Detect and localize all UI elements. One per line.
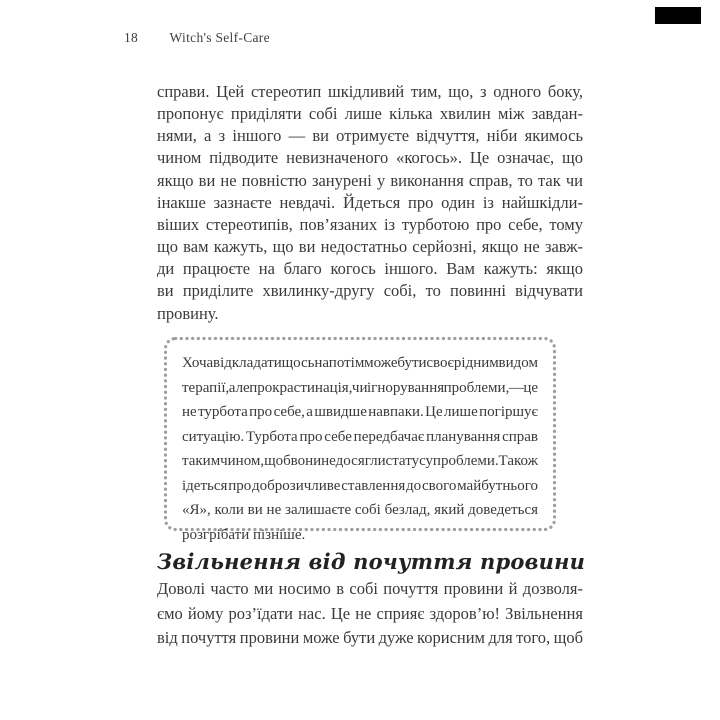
text-line: пропонує приділяти собі лише кілька хвилин між завдан- (157, 104, 583, 124)
body-paragraph-2 (157, 577, 583, 651)
box-paragraph (182, 351, 538, 547)
page-number: 18 (124, 30, 139, 45)
text-line: розгрібати пізніше. (182, 526, 306, 543)
text-line: ди працюєте на благо когось іншого. Вам кажуть: якщо (157, 259, 583, 279)
body-paragraph-1 (157, 81, 583, 325)
text-line: Доволі часто ми носимо в собі почуття провини й дозволя- (157, 579, 583, 598)
section-heading: Звільнення від почуття провини (157, 549, 586, 574)
text-line: таким чином, щоб вони не досягли статусу проблеми. Також (182, 453, 538, 470)
running-title: Witch's Self-Care (169, 30, 270, 45)
text-line: не турбота про себе, а швидше навпаки. Це лише погіршує (182, 404, 538, 421)
running-header (124, 30, 270, 46)
ornate-box (163, 336, 557, 543)
text-line: нями, а з іншого — ви отримуєте відчуття, ніби якимось (157, 126, 583, 146)
text-line: ситуацію. Турбота про себе передбачає планування справ (182, 428, 538, 445)
text-line: ви приділите хвилинку-другу собі, то повинні відчувати (157, 281, 583, 301)
text-line: якщо ви не повністю занурені у виконання справ, то так чи (157, 170, 583, 190)
text-line: чином підводите невизначеного «когось». Це означає, що (157, 148, 583, 168)
text-line: інакше зазнаєте невдачі. Йдеться про один із найшкідли- (157, 192, 583, 212)
text-line: терапії, але прокрастинація, чи ігнорування проблеми, — це (182, 379, 538, 396)
text-line: Хоча відкладати щось на потім може бути своєрідним видом (182, 355, 538, 371)
text-line: ідеться про доброзичливе ставлення до свого майбутнього (182, 477, 538, 494)
text-line: від почуття провини може бути дуже корисним для того, щоб (157, 628, 583, 647)
text-line: що вам кажуть, що ви недостатньо серйозні, якщо не завж- (157, 237, 583, 257)
black-marker (655, 7, 701, 24)
text-line: «Я», коли ви не залишаєте собі безлад, який доведеться (182, 502, 538, 519)
text-line: віших стереотипів, пов’язаних із турботою про себе, тому (157, 214, 583, 234)
text-line: провину. (157, 303, 219, 323)
text-line: справи. Цей стереотип шкідливий тим, що, з одного боку, (157, 82, 583, 101)
text-line: ємо йому роз’їдати нас. Це не сприяє здоров’ю! Звільнення (157, 603, 583, 623)
